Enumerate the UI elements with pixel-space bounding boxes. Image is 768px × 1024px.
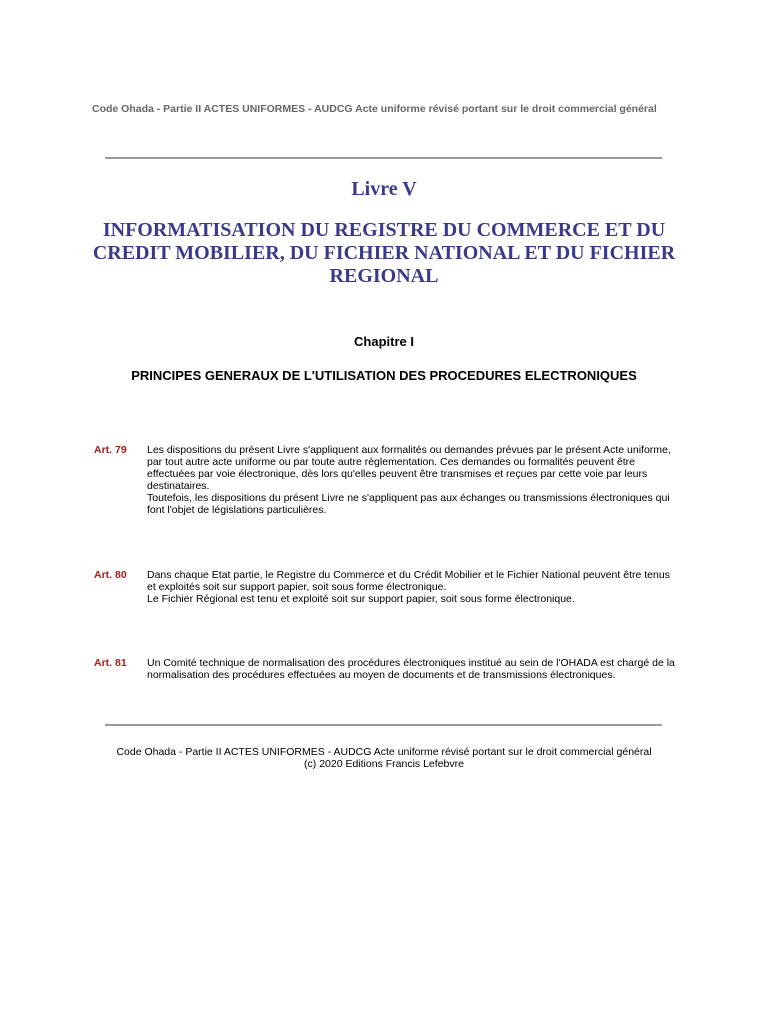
article-label: Art. 79: [94, 444, 127, 456]
footer-copyright: (c) 2020 Editions Francis Lefebvre: [304, 758, 464, 770]
article-body: [147, 444, 677, 516]
chapitre-title: PRINCIPES GENERAUX DE L'UTILISATION DES PROCEDURES ELECTRONIQUES: [131, 368, 637, 383]
article-body: [147, 569, 677, 605]
footer-divider: [105, 724, 662, 726]
article-paragraph: Dans chaque Etat partie, le Registre du Commerce et du Crédit Mobilier et le Fichier National peuvent être tenus et exploités soit sur support papier, soit sous forme électronique.: [147, 569, 670, 593]
article-label: Art. 81: [94, 657, 127, 669]
livre-title: INFORMATISATION DU REGISTRE DU COMMERCE ET DU CREDIT MOBILIER, DU FICHIER NATIONAL ET DU FICHIER REGIONAL: [92, 219, 676, 287]
page-footer: [0, 746, 768, 770]
article-paragraph: Toutefois, les dispositions du présent Livre ne s'appliquent pas aux échanges ou transmissions électroniques qui font l'objet de législations particulières.: [147, 492, 670, 516]
article-label: Art. 80: [94, 569, 127, 581]
article-paragraph: Le Fichier Régional est tenu et exploité soit sur support papier, soit sous forme électronique.: [147, 593, 575, 605]
footer-source: Code Ohada - Partie II ACTES UNIFORMES - AUDCG Acte uniforme révisé portant sur le droit commercial général: [116, 746, 652, 758]
article-paragraph: Un Comité technique de normalisation des procédures électroniques institué au sein de l'OHADA est chargé de la normalisation des procédures effectuées au moyen de documents et de transmissions électroniques.: [147, 657, 675, 681]
article-body: [147, 657, 677, 681]
article-paragraph: Les dispositions du présent Livre s'appliquent aux formalités ou demandes prévues par le présent Acte uniforme, par tout autre acte uniforme ou par toute autre règlementation. Ces demandes ou formalités peuvent être effectuées par voie électronique, dès lors qu'elles peuvent être transmises et reçues par cette voie par leurs destinataires.: [147, 444, 671, 492]
header-divider: [105, 157, 662, 159]
chapitre-label: Chapitre I: [354, 334, 414, 349]
document-breadcrumb: Code Ohada - Partie II ACTES UNIFORMES - AUDCG Acte uniforme révisé portant sur le droit commercial général: [92, 103, 657, 115]
livre-label: Livre V: [351, 178, 417, 200]
